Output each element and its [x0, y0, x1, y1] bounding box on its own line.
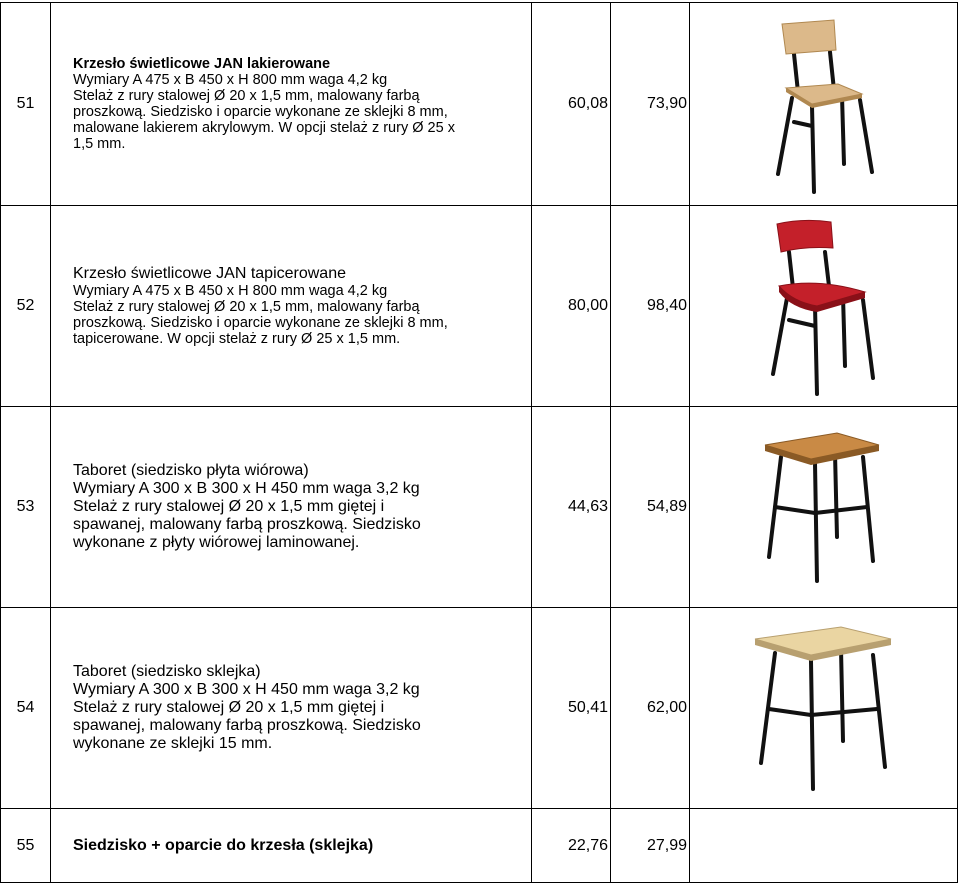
product-image — [690, 608, 958, 809]
product-description — [51, 3, 532, 206]
description-line: Wymiary A 300 x B 300 x H 450 mm waga 3,2 kg — [73, 681, 420, 698]
table-row — [1, 809, 958, 883]
table-row — [1, 608, 958, 809]
product-description — [51, 809, 532, 883]
description-line: Stelaż z rury stalowej Ø 20 x 1,5 mm giętej i — [73, 699, 385, 716]
net-price: 50,41 — [532, 608, 611, 809]
product-description — [51, 608, 532, 809]
description-line: spawanej, malowany farbą proszkową. Siedzisko — [73, 516, 421, 533]
product-image-empty — [690, 809, 958, 883]
product-image — [690, 3, 958, 206]
stool-plywood-icon — [749, 623, 899, 793]
product-title: Taboret (siedzisko sklejka) — [73, 663, 261, 680]
product-title: Siedzisko + oparcie do krzesła (sklejka) — [73, 836, 374, 854]
product-image — [690, 407, 958, 608]
row-number: 55 — [1, 809, 51, 883]
description-line: proszkową. Siedzisko i oparcie wykonane ze sklejki 8 mm, — [73, 315, 448, 331]
product-title: Krzesło świetlicowe JAN lakierowane — [73, 56, 331, 72]
description-line: Wymiary A 475 x B 450 x H 800 mm waga 4,2 kg — [73, 72, 388, 88]
gross-price: 62,00 — [611, 608, 690, 809]
gross-price: 54,89 — [611, 407, 690, 608]
row-number: 52 — [1, 206, 51, 407]
description-line: malowane lakierem akrylowym. W opcji stelaż z rury Ø 25 x — [73, 120, 455, 136]
row-number: 51 — [1, 3, 51, 206]
description-line: Stelaż z rury stalowej Ø 20 x 1,5 mm, malowany farbą — [73, 299, 420, 315]
description-line: wykonane ze sklejki 15 mm. — [73, 735, 273, 752]
net-price: 44,63 — [532, 407, 611, 608]
description-line: Stelaż z rury stalowej Ø 20 x 1,5 mm, malowany farbą — [73, 88, 420, 104]
row-number: 53 — [1, 407, 51, 608]
product-title: Taboret (siedzisko płyta wiórowa) — [73, 462, 309, 479]
net-price: 60,08 — [532, 3, 611, 206]
table-row — [1, 407, 958, 608]
description-line: spawanej, malowany farbą proszkową. Siedzisko — [73, 717, 421, 734]
description-line: Wymiary A 475 x B 450 x H 800 mm waga 4,2 kg — [73, 283, 388, 299]
row-number: 54 — [1, 608, 51, 809]
description-line: Stelaż z rury stalowej Ø 20 x 1,5 mm giętej i — [73, 498, 385, 515]
description-line: tapicerowane. W opcji stelaż z rury Ø 25 x 1,5 mm. — [73, 331, 401, 347]
gross-price: 27,99 — [611, 809, 690, 883]
chair-lacquered-icon — [764, 14, 884, 194]
stool-chipboard-icon — [759, 427, 889, 587]
description-line: wykonane z płyty wiórowej laminowanej. — [73, 534, 360, 551]
product-image — [690, 206, 958, 407]
product-description — [51, 407, 532, 608]
chair-upholstered-icon — [759, 216, 889, 396]
net-price: 80,00 — [532, 206, 611, 407]
description-line: 1,5 mm. — [73, 136, 126, 152]
product-description — [51, 206, 532, 407]
description-line: proszkową. Siedzisko i oparcie wykonane ze sklejki 8 mm, — [73, 104, 448, 120]
net-price: 22,76 — [532, 809, 611, 883]
description-line: Wymiary A 300 x B 300 x H 450 mm waga 3,2 kg — [73, 480, 420, 497]
table-row — [1, 3, 958, 206]
product-title: Krzesło świetlicowe JAN tapicerowane — [73, 265, 346, 282]
table-row — [1, 206, 958, 407]
gross-price: 98,40 — [611, 206, 690, 407]
gross-price: 73,90 — [611, 3, 690, 206]
product-price-table — [0, 2, 958, 883]
